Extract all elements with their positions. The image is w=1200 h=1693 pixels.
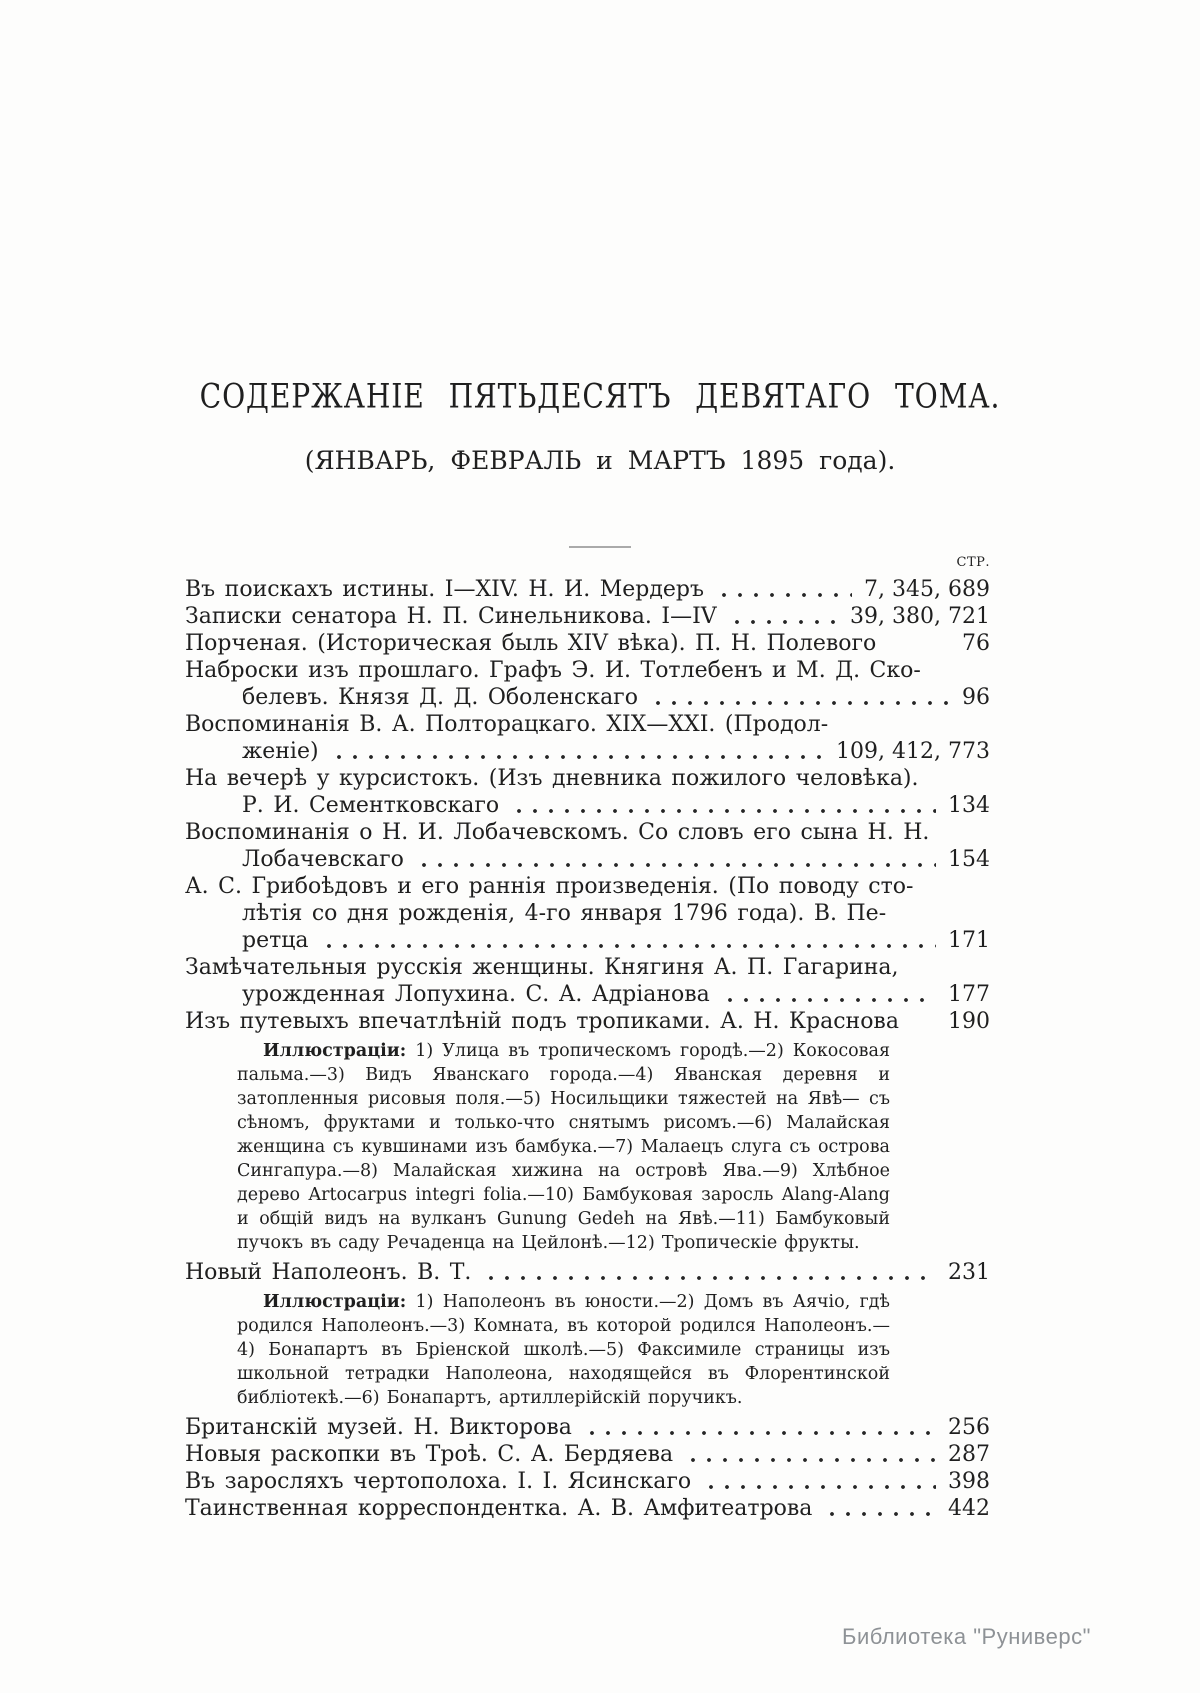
entry-text: На вечерѣ у курсистокъ. (Изъ дневника пожилого человѣка).: [185, 766, 919, 791]
entry-text: белевъ. Князя Д. Д. Оболенскаго: [242, 685, 638, 710]
library-watermark: Библиотека "Руниверс": [842, 1624, 1091, 1649]
toc-entry: [185, 738, 990, 765]
page-subtitle: (ЯНВАРЬ, ФЕВРАЛЬ и МАРТЪ 1895 года).: [304, 446, 896, 475]
dot-leader: [416, 846, 936, 873]
dot-leader: [729, 603, 838, 630]
entry-text: Въ заросляхъ чертополоха. І. І. Ясинскаго: [185, 1469, 692, 1494]
toc-entry: [185, 711, 990, 738]
entry-pages: 134: [948, 793, 990, 818]
entry-pages: 442: [948, 1496, 990, 1521]
illustrations-text: 1) Улица въ тропическомъ городѣ.—2) Кокосовая пальма.—3) Видъ Яванскаго города.—4) Яванская деревня и затопленныя рисовыя поля.—5) Носильщики тяжестей на Явѣ— съ сѣномъ, фруктами и только-что снятымъ рисомъ.—6) Малайская женщина съ кувшинами изъ бамбука.—7) Малаецъ слуга съ острова Сингапура.—8) Малайская хижина на островѣ Ява.—9) Хлѣбное дерево Artocarpus integri folia.—10) Бамбуковая заросль Alang-Alang и общій видъ на вулканъ Gunung Gedeh на Явѣ.—11) Бамбуковый пучокъ въ саду Речаденца на Цейлонѣ.—12) Тропическіе фрукты.: [237, 1041, 890, 1253]
entry-text: Лобачевскаго: [242, 847, 404, 872]
dot-leader: [840, 711, 980, 738]
entry-pages: 39, 380, 721: [850, 604, 990, 629]
toc-entry: [185, 1008, 990, 1035]
entry-text: Записки сенатора Н. П. Синельникова. I—IV: [185, 604, 717, 629]
dot-leader: [925, 873, 980, 900]
illustrations-block: [237, 1290, 890, 1410]
toc-entry: [185, 927, 990, 954]
toc-entry: [185, 954, 990, 981]
entry-text: лѣтія со дня рожденія, 4-го января 1796 года). В. Пе-: [242, 901, 887, 926]
entry-text: А. С. Грибоѣдовъ и его раннія произведенія. (По поводу сто-: [185, 874, 914, 899]
dot-leader: [650, 684, 950, 711]
entry-pages: 256: [948, 1415, 990, 1440]
entry-text: Воспоминанія В. А. Полторацкаго. XIX—XXI. (Продол-: [185, 712, 829, 737]
dot-leader: [331, 738, 824, 765]
toc-entry: [185, 1468, 990, 1495]
toc-entry: [185, 1441, 990, 1468]
dot-leader: [716, 576, 852, 603]
entry-pages: 190: [948, 1009, 990, 1034]
dot-leader: [898, 900, 980, 927]
dot-leader: [584, 1414, 936, 1441]
entry-text: Наброски изъ прошлаго. Графъ Э. И. Тотлебенъ и М. Д. Ско-: [185, 658, 921, 683]
entry-text: Въ поискахъ истины. I—XIV. Н. И. Мердеръ: [185, 577, 704, 602]
entry-pages: 76: [962, 631, 990, 656]
dot-leader: [511, 792, 936, 819]
entry-text: Новыя раскопки въ Троѣ. С. А. Бердяева: [185, 1442, 674, 1467]
toc-entry: [185, 900, 990, 927]
dot-leader: [483, 1259, 936, 1286]
entry-text: ретца: [242, 928, 309, 953]
page-column-header: СТР.: [956, 555, 990, 570]
entry-pages: 154: [948, 847, 990, 872]
dot-leader: [911, 1008, 936, 1035]
dot-leader: [824, 1495, 936, 1522]
entry-text: Британскій музей. Н. Викторова: [185, 1415, 572, 1440]
entry-pages: 7, 345, 689: [864, 577, 990, 602]
entry-pages: 398: [948, 1469, 990, 1494]
toc-entry: [185, 657, 990, 684]
dot-leader: [321, 927, 936, 954]
entry-pages: 171: [948, 928, 990, 953]
toc-entry: [185, 1495, 990, 1522]
dot-leader: [911, 954, 980, 981]
entry-text: Р. И. Сементковскаго: [242, 793, 500, 818]
toc-entry: [185, 1259, 990, 1286]
entry-text: Изъ путевыхъ впечатлѣній подъ тропиками. А. Н. Краснова: [185, 1009, 899, 1034]
entry-text: Таинственная корреспондентка. А. В. Амфитеатрова: [185, 1496, 813, 1521]
toc-entry: [185, 1414, 990, 1441]
illustrations-label: Иллюстраціи:: [263, 1041, 407, 1061]
toc-entry: [185, 576, 990, 603]
dot-leader: [933, 657, 980, 684]
entry-text: Замѣчательныя русскія женщины. Княгиня А. П. Гагарина,: [185, 955, 899, 980]
entry-pages: 177: [948, 982, 990, 1007]
entry-pages: 109, 412, 773: [836, 739, 990, 764]
toc-list: [185, 576, 990, 1522]
toc-entry: [185, 630, 990, 657]
toc-entry: [185, 873, 990, 900]
illustrations-text: 1) Наполеонъ въ юности.—2) Домъ въ Аячіо, гдѣ родился Наполеонъ.—3) Комната, въ которой родился Наполеонъ.—4) Бонапартъ въ Бріенской школѣ.—5) Факсимиле страницы изъ школьной тетрадки Наполеона, находящейся въ Флорентинской библіотекѣ.—6) Бонапартъ, артиллерійскій поручикъ.: [237, 1292, 890, 1408]
dot-leader: [722, 981, 936, 1008]
dot-leader: [888, 630, 950, 657]
entry-pages: 231: [948, 1260, 990, 1285]
toc-entry: [185, 765, 990, 792]
divider-rule: [569, 546, 631, 548]
dot-leader: [685, 1441, 936, 1468]
illustrations-block: [237, 1039, 890, 1255]
toc-entry: [185, 819, 990, 846]
dot-leader: [941, 819, 980, 846]
entry-text: женіе): [242, 739, 319, 764]
entry-pages: 287: [948, 1442, 990, 1467]
toc-entry: [185, 603, 990, 630]
illustrations-label: Иллюстраціи:: [263, 1292, 407, 1312]
dot-leader: [703, 1468, 936, 1495]
page-title: СОДЕРЖАНІЕ ПЯТЬДЕСЯТЪ ДЕВЯТАГО ТОМА.: [199, 375, 1001, 417]
entry-text: Воспоминанія о Н. И. Лобачевскомъ. Со словъ его сына Н. Н.: [185, 820, 930, 845]
toc-entry: [185, 684, 990, 711]
toc-entry: [185, 792, 990, 819]
toc-entry: [185, 981, 990, 1008]
dot-leader: [931, 765, 980, 792]
entry-text: Порченая. (Историческая быль XIV вѣка). П. Н. Полевого: [185, 631, 877, 656]
entry-pages: 96: [962, 685, 990, 710]
entry-text: урожденная Лопухина. С. А. Адріанова: [242, 982, 710, 1007]
toc-entry: [185, 846, 990, 873]
entry-text: Новый Наполеонъ. В. Т.: [185, 1260, 472, 1285]
